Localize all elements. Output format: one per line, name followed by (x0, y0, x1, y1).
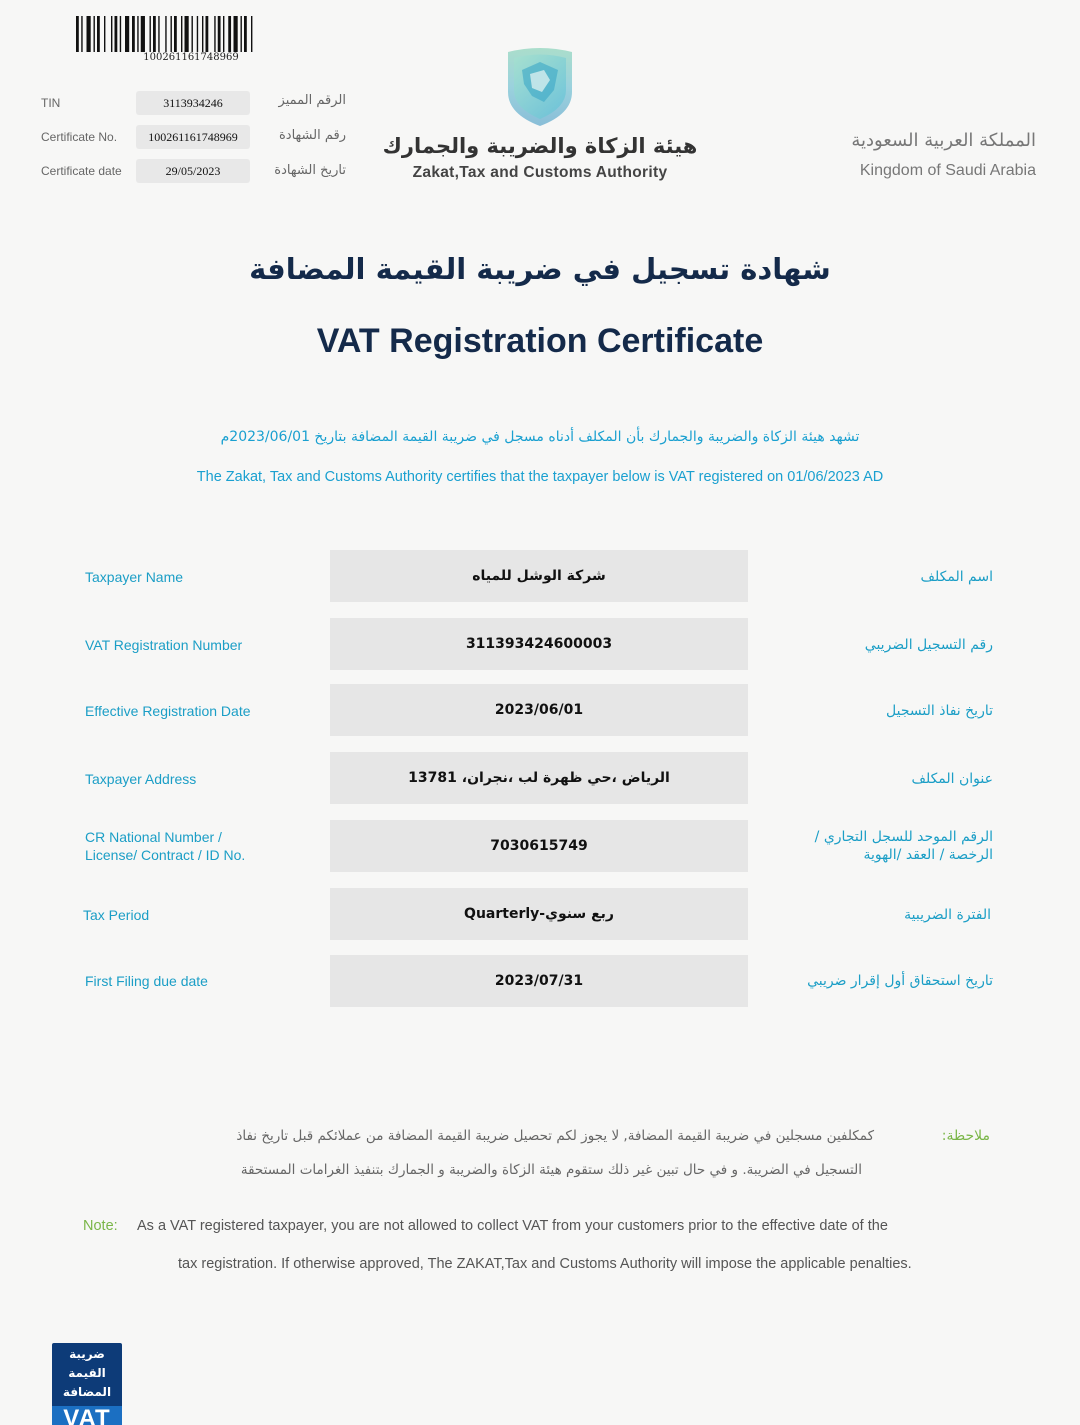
zatca-logo-icon (500, 44, 580, 128)
note-label-en: Note: (83, 1218, 118, 1234)
tax-period-value: ربع سنوي-Quarterly (330, 888, 748, 940)
cr-label-ar-line2: الرخصة / العقد /الهوية (863, 847, 993, 863)
cr-label-en-line1: CR National Number / (85, 829, 222, 845)
vat-registration-number-value: 311393424600003 (330, 618, 748, 670)
note-ar-line1: كمكلفين مسجلين في ضريبة القيمة المضافة, لا يجوز لكم تحصيل ضريبة القيمة المضافة من عملائكم قبل تاريخ نفاذ (236, 1128, 874, 1144)
tin-label-ar: الرقم المميز (278, 93, 346, 108)
certification-statement-ar: تشهد هيئة الزكاة والضريبة والجمارك بأن المكلف أدناه مسجل في ضريبة القيمة المضافة بتاريخ 2023/06/01م (220, 429, 860, 445)
authority-name-en: Zakat,Tax and Customs Authority (412, 164, 668, 181)
certificate-title-en: VAT Registration Certificate (316, 322, 764, 360)
first-filing-due-date-label-ar: تاريخ استحقاق أول إقرار ضريبي (807, 973, 993, 989)
certificate-date-label-en: Certificate date (41, 164, 122, 178)
cr-national-number-label-ar (763, 828, 993, 864)
kingdom-name-en: Kingdom of Saudi Arabia (859, 162, 1036, 179)
cr-label-ar-line1: الرقم الموحد للسجل التجاري / (814, 829, 993, 845)
vat-logo-ar-line1: ضريبة (69, 1347, 105, 1361)
cr-national-number-label-en (85, 828, 315, 864)
kingdom-name-ar: المملكة العربية السعودية (851, 130, 1036, 151)
tax-period-label-ar: الفترة الضريبية (904, 907, 991, 923)
note-ar-line2: التسجيل في الضريبة. و في حال تبين غير ذلك ستقوم هيئة الزكاة والضريبة و الجمارك بتنفيذ الغرامات المستحقة (240, 1162, 862, 1178)
vat-logo-ar-line2: القيمة (68, 1366, 106, 1380)
first-filing-due-date-value: 2023/07/31 (330, 955, 748, 1007)
certification-statement-en: The Zakat, Tax and Customs Authority certifies that the taxpayer below is VAT registered on 01/06/2023 AD (196, 469, 884, 485)
taxpayer-address-label-en: Taxpayer Address (85, 771, 197, 787)
taxpayer-name-value: شركة الوشل للمياه (330, 550, 748, 602)
barcode-number: 100261161748969 (143, 52, 239, 63)
certificate-date-label-ar: تاريخ الشهادة (274, 163, 346, 178)
cr-national-number-value: 7030615749 (330, 820, 748, 872)
note-label-ar: ملاحظة: (941, 1128, 990, 1144)
certificate-title-ar: شهادة تسجيل في ضريبة القيمة المضافة (249, 252, 831, 286)
vat-registration-number-label-ar: رقم التسجيل الضريبي (864, 637, 993, 653)
certificate-date-value: 29/05/2023 (136, 159, 250, 183)
effective-registration-date-label-ar: تاريخ نفاذ التسجيل (886, 703, 993, 719)
taxpayer-name-label-ar: اسم المكلف (920, 569, 993, 585)
barcode (76, 16, 306, 52)
taxpayer-name-label-en: Taxpayer Name (85, 569, 184, 585)
vat-logo-ar-line3: المضافة (62, 1385, 112, 1399)
tin-label-en: TIN (41, 96, 61, 110)
vat-registration-number-label-en: VAT Registration Number (85, 637, 243, 653)
effective-registration-date-label-en: Effective Registration Date (85, 703, 251, 719)
effective-registration-date-value: 2023/06/01 (330, 684, 748, 736)
vat-logo (52, 1343, 122, 1425)
cr-label-en-line2: License/ Contract / ID No. (85, 847, 246, 863)
vat-logo-en: VAT (63, 1405, 111, 1425)
certificate-no-label-en: Certificate No. (41, 130, 118, 144)
tin-value: 3113934246 (136, 91, 250, 115)
certificate-no-value: 100261161748969 (136, 125, 250, 149)
note-en-line2: tax registration. If otherwise approved, The ZAKAT,Tax and Customs Authority will impose the applicable penalties. (178, 1256, 912, 1272)
first-filing-due-date-label-en: First Filing due date (85, 973, 208, 989)
note-en-line1: As a VAT registered taxpayer, you are not allowed to collect VAT from your customers prior to the effective date of the (137, 1218, 888, 1234)
authority-name-ar: هيئة الزكاة والضريبة والجمارك (382, 134, 698, 158)
taxpayer-address-label-ar: عنوان المكلف (911, 771, 993, 787)
tax-period-label-en: Tax Period (83, 907, 150, 923)
taxpayer-address-value: الرياض ،حي ظهرة لب ،نجران، 13781 (330, 752, 748, 804)
certificate-no-label-ar: رقم الشهادة (279, 128, 346, 143)
